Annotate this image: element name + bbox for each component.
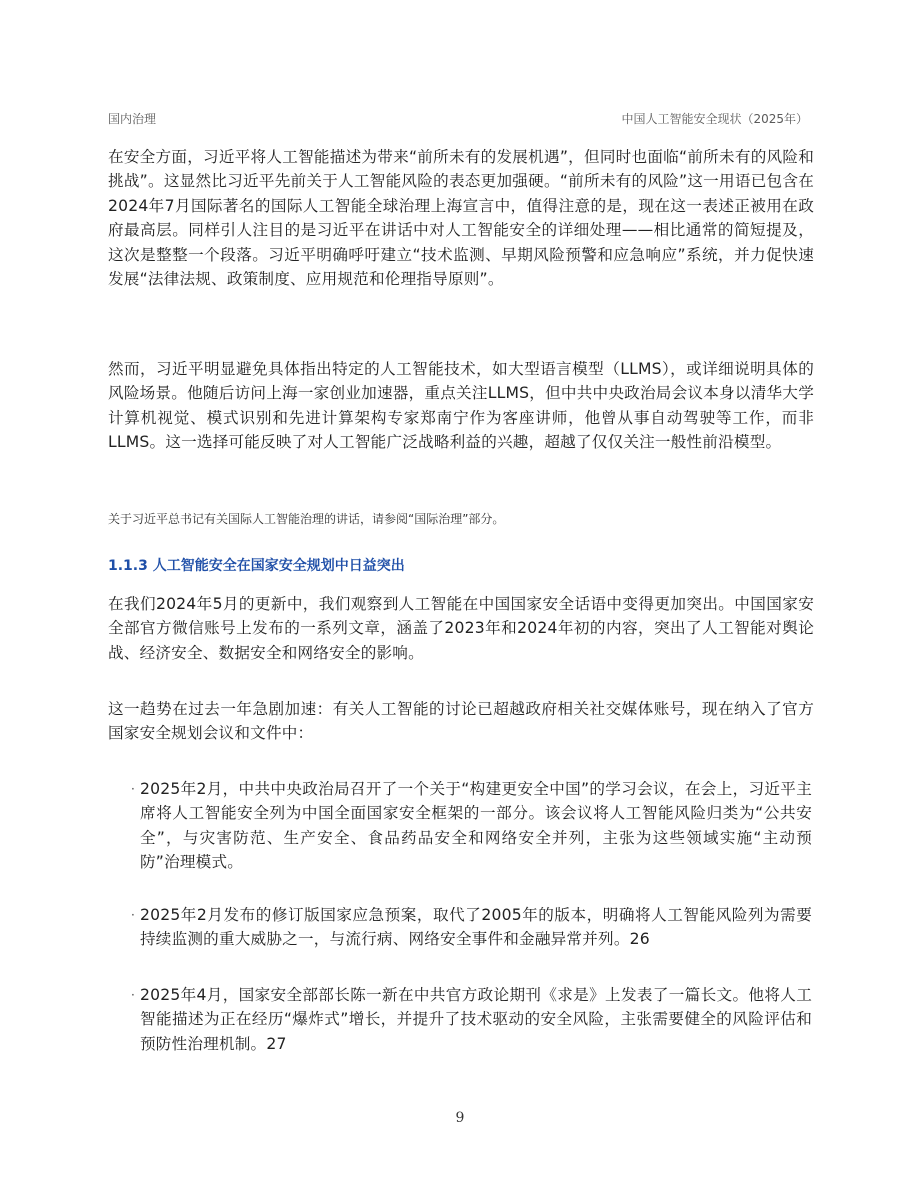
list-item-text: 2025年4月，国家安全部部长陈一新在中共官方政论期刊《求是》上发表了一篇长文。他将人工智能描述为正在经历“爆炸式”增长，并提升了技术驱动的安全风险，主张需要健全的风险评估和预防性治理机制。27 [140, 986, 812, 1053]
body-paragraph: 这一趋势在过去一年急剧加速：有关人工智能的讨论已超越政府相关社交媒体账号，现在纳入了官方国家安全规划会议和文件中： [108, 700, 814, 743]
cross-reference-note: 关于习近平总书记有关国际人工智能治理的讲话，请参阅“国际治理”部分。 [108, 512, 505, 526]
bullet-marker: · [131, 782, 135, 796]
list-item [131, 983, 812, 1056]
header-document-title: 中国人工智能安全现状（2025年） [621, 112, 808, 126]
page-number: 9 [455, 1110, 465, 1126]
bullet-marker: · [131, 988, 135, 1002]
bullet-marker: · [131, 908, 135, 922]
body-paragraph: 然而，习近平明显避免具体指出特定的人工智能技术，如大型语言模型（LLMS），或详细说明具体的风险场景。他随后访问上海一家创业加速器，重点关注LLMS，但中共中央政治局会议本身以清华大学计算机视觉、模式识别和先进计算架构专家郑南宁作为客座讲师，他曾从事自动驾驶等工作，而非LLMS。这一选择可能反映了对人工智能广泛战略利益的兴趣，超越了仅仅关注一般性前沿模型。 [108, 360, 814, 452]
list-item [131, 777, 812, 875]
section-heading: 1.1.3 人工智能安全在国家安全规划中日益突出 [108, 558, 405, 574]
header-section-title: 国内治理 [108, 112, 157, 126]
list-item [131, 903, 812, 952]
body-paragraph: 在安全方面，习近平将人工智能描述为带来“前所未有的发展机遇”，但同时也面临“前所未有的风险和挑战”。这显然比习近平先前关于人工智能风险的表态更加强硬。“前所未有的风险”这一用语已包含在2024年7月国际著名的国际人工智能全球治理上海宣言中，值得注意的是，现在这一表述正被用在政府最高层。同样引人注目的是习近平在讲话中对人工智能安全的详细处理——相比通常的简短提及，这次是整整一个段落。习近平明确呼吁建立“技术监测、早期风险预警和应急响应”系统，并力促快速发展“法律法规、政策制度、应用规范和伦理指导原则”。 [108, 148, 814, 289]
body-paragraph: 在我们2024年5月的更新中，我们观察到人工智能在中国国家安全话语中变得更加突出。中国国家安全部官方微信账号上发布的一系列文章，涵盖了2023年和2024年初的内容，突出了人工智能对舆论战、经济安全、数据安全和网络安全的影响。 [108, 595, 814, 662]
list-item-text: 2025年2月发布的修订版国家应急预案，取代了2005年的版本，明确将人工智能风险列为需要持续监测的重大威胁之一，与流行病、网络安全事件和金融异常并列。26 [140, 906, 812, 949]
list-item-text: 2025年2月，中共中央政治局召开了一个关于“构建更安全中国”的学习会议，在会上，习近平主席将人工智能安全列为中国全面国家安全框架的一部分。该会议将人工智能风险归类为“公共安全”，与灾害防范、生产安全、食品药品安全和网络安全并列，主张为这些领域实施“主动预防”治理模式。 [140, 780, 812, 872]
running-header [108, 110, 808, 128]
